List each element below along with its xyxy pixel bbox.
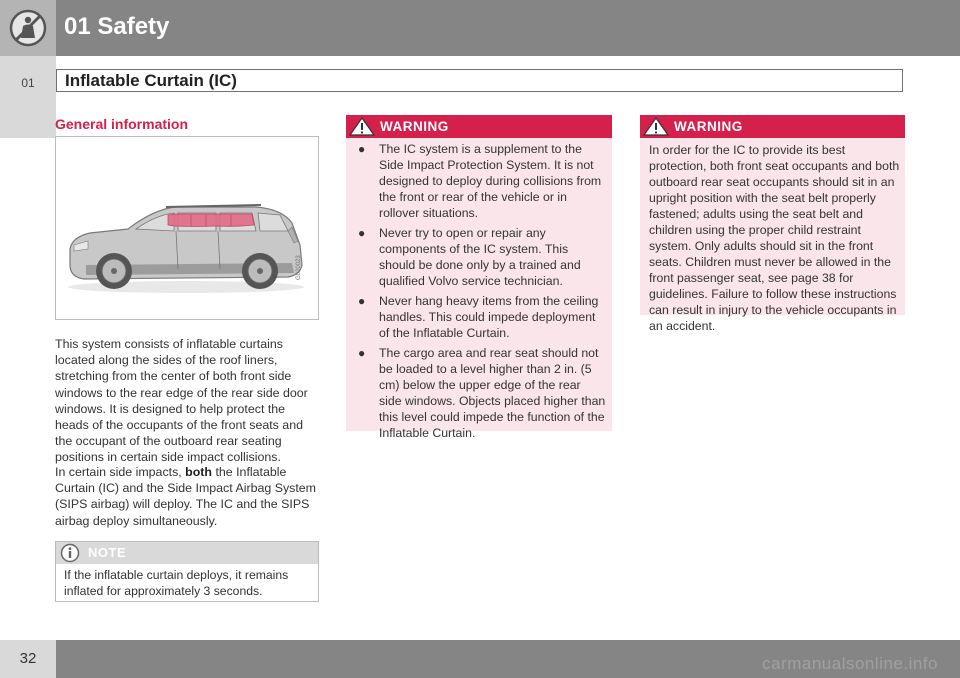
info-icon <box>60 543 80 563</box>
body-paragraph-1: This system consists of inflatable curtains located along the sides of the roof liners, stretching from the center of both front side windows to the rear edge of the rear side door windows. It is designed to help protect the heads of the occupants of the front seats and the occupant of the outboard rear seating positions in certain side impact collisions. <box>55 337 308 465</box>
paragraph-2-start: In certain side impacts, <box>55 465 186 479</box>
warning-header-2 <box>640 115 905 138</box>
section-title-bar <box>56 69 903 92</box>
warning-item-text: The cargo area and rear seat should not be loaded to a level higher than 2 in. (5 cm) below the upper edge of the rear side windows. Objects placed higher than this level could impede the function of the Inflatable Curtain. <box>379 346 606 440</box>
warning-item <box>346 141 612 221</box>
warning-label-1: WARNING <box>380 119 449 134</box>
car-drawing <box>56 137 318 319</box>
section-title: Inflatable Curtain (IC) <box>65 71 237 90</box>
chapter-tab <box>0 56 56 138</box>
bullet-icon: ● <box>358 346 366 360</box>
page-number: 32 <box>19 650 37 667</box>
paragraph-2-emphasis: both <box>185 465 212 479</box>
chapter-icon-box <box>0 0 56 56</box>
warning-item <box>346 225 612 289</box>
suv-side-view-illustration <box>55 136 319 320</box>
warning-item <box>346 293 612 341</box>
warning-item <box>346 345 612 441</box>
warning-item-text: The IC system is a supplement to the Side Impact Protection System. It is not designed to deploy during collisions from the front or rear of the vehicle or in rollover situations. <box>379 142 602 220</box>
warning-label-2: WARNING <box>674 119 743 134</box>
seat-belt-icon <box>8 8 48 48</box>
warning-text-2: In order for the IC to provide its best protection, both front seat occupants and both outboard rear seat occupants should sit in an upright position with the seat belt properly fastened; adults using the seat belt and children using the proper child restraint system. Only adults should sit in the front seats. Children must never be allowed in the front passenger seat, see page 38 for guidelines. Failure to follow these instructions can result in injury to the vehicle occupants in an accident. <box>649 143 900 333</box>
note-text: If the inflatable curtain deploys, it remains inflated for approximately 3 seconds. <box>64 568 289 598</box>
warning-item-text: Never hang heavy items from the ceiling handles. This could impede deployment of the Inflatable Curtain. <box>379 294 599 340</box>
note-label: NOTE <box>88 545 127 560</box>
warning-triangle-icon <box>348 116 376 137</box>
note-box <box>55 541 319 602</box>
note-header <box>56 542 318 564</box>
warning-header-1 <box>346 115 612 138</box>
warning-box-2 <box>640 115 905 333</box>
bullet-icon: ● <box>358 142 366 156</box>
paragraph-2-end: the Inflatable Curtain (IC) and the Side Impact Airbag System (SIPS airbag) will deploy. The IC and the SIPS airbag deploy simultaneously. <box>55 465 317 528</box>
illustration-code: G020023 <box>296 255 302 280</box>
bullet-icon: ● <box>358 294 366 308</box>
body-paragraph-2 <box>55 464 321 529</box>
general-information-heading: General information <box>55 116 189 132</box>
watermark: carmanualsonline.info <box>762 654 938 673</box>
chapter-title: 01 Safety <box>64 13 170 40</box>
chapter-number: 01 <box>21 76 35 90</box>
warning-item-text: Never try to open or repair any components of the IC system. This should be done only by a trained and qualified Volvo service technician. <box>379 226 581 288</box>
warning-list-1 <box>346 141 612 445</box>
warning-triangle-icon <box>642 116 670 137</box>
bullet-icon: ● <box>358 226 366 240</box>
warning-box-1 <box>346 115 612 440</box>
